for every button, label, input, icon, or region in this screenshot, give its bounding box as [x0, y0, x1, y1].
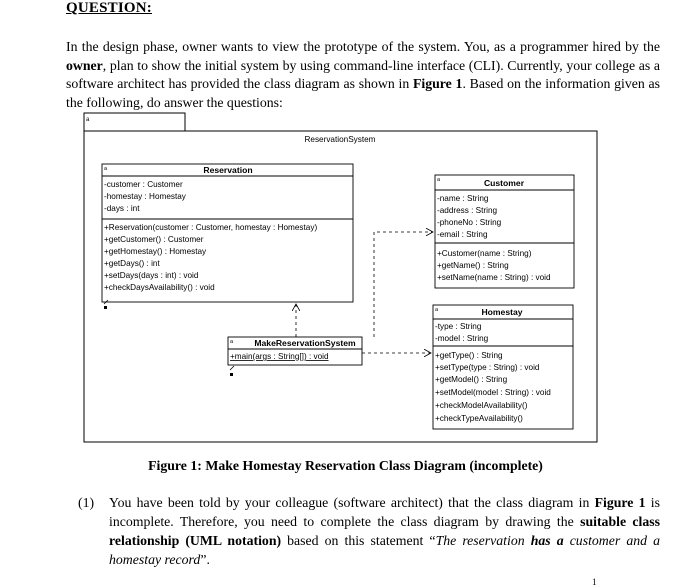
operation: +checkTypeAvailability() — [435, 414, 523, 423]
operation: +getDays() : int — [104, 259, 160, 268]
q1-text: based on this statement “ — [281, 533, 436, 548]
q1-bold: suitable class relationship (UML notation) — [109, 514, 661, 548]
q1-text: ”. — [200, 552, 210, 567]
attribute: -type : String — [435, 322, 482, 331]
operation: +checkDaysAvailability() : void — [104, 283, 215, 292]
operation: +getModel() : String — [435, 375, 508, 384]
operation: +Customer(name : String) — [437, 249, 532, 258]
operation: +getName() : String — [437, 261, 509, 270]
class-name-make-reservation-system: MakeReservationSystem — [254, 338, 356, 348]
figure-caption: Figure 1: Make Homestay Reservation Class Diagram (incomplete) — [148, 458, 543, 473]
class-tag: a — [104, 166, 108, 172]
attribute: -email : String — [437, 230, 488, 239]
resize-handle-icon — [230, 366, 234, 376]
attribute: -model : String — [435, 334, 489, 343]
intro-text-2: , plan to show the initial system by using command-line interface (CLI). Currently, your college as a software architect has provided the class diagram as shown in — [66, 57, 660, 91]
attribute: -homestay : Homestay — [104, 192, 186, 201]
class-tag: a — [435, 307, 439, 313]
question-1 — [78, 493, 660, 569]
operation: +getHomestay() : Homestay — [104, 247, 207, 256]
operation: +Reservation(customer : Customer, homestay : Homestay) — [104, 223, 318, 232]
q1-italic: The reservation — [435, 533, 531, 548]
operation: +checkModelAvailability() — [435, 401, 528, 410]
q1-italic: customer and a homestay record — [109, 533, 660, 567]
package-name: ReservationSystem — [304, 135, 376, 144]
attribute: -address : String — [437, 206, 498, 215]
class-make-reservation-system[interactable] — [228, 337, 362, 365]
q1-text: is incomplete. Therefore, you need to complete the class diagram by drawing the — [109, 495, 660, 529]
frame-tab-label: a — [86, 117, 90, 123]
attribute: -phoneNo : String — [437, 218, 502, 227]
dependency-to-customer — [374, 232, 433, 337]
operation: +setDays(days : int) : void — [104, 271, 199, 280]
question-1-text — [109, 493, 660, 569]
intro-bold-owner: owner — [66, 57, 103, 73]
intro-text-1: In the design phase, owner wants to view the prototype of the system. You, as a programmer hired by the — [66, 39, 660, 54]
operation: +getType() : String — [435, 351, 503, 360]
attribute: -customer : Customer — [104, 180, 183, 189]
class-name-homestay: Homestay — [481, 307, 523, 317]
class-name-reservation: Reservation — [203, 165, 253, 175]
intro-bold-figure: Figure 1 — [412, 76, 463, 91]
attribute: -name : String — [437, 194, 489, 203]
attribute: -days : int — [104, 204, 140, 213]
class-customer[interactable] — [435, 175, 574, 288]
operation: +getCustomer() : Customer — [104, 235, 204, 244]
operation: +setName(name : String) : void — [437, 273, 551, 282]
intro-text-3: . Based on the information given as the following, do answer the questions: — [66, 76, 660, 110]
class-tag: a — [230, 339, 234, 345]
class-homestay[interactable] — [433, 305, 573, 429]
class-tag: a — [437, 177, 441, 183]
q1-text: You have been told by your colleague (software architect) that the class diagram in — [109, 495, 595, 510]
question-number: (1) — [78, 495, 95, 510]
operation: +main(args : String[]) : void — [230, 352, 329, 361]
operation: +setType(type : String) : void — [435, 363, 540, 372]
page-number: 1 — [592, 577, 597, 587]
q1-bold: Figure 1 — [594, 495, 646, 510]
operation: +setModel(model : String) : void — [435, 388, 551, 397]
q1-bold-italic: has a — [530, 533, 564, 548]
question-heading: QUESTION: — [66, 0, 152, 16]
class-name-customer: Customer — [483, 178, 525, 188]
class-reservation[interactable] — [102, 164, 353, 302]
